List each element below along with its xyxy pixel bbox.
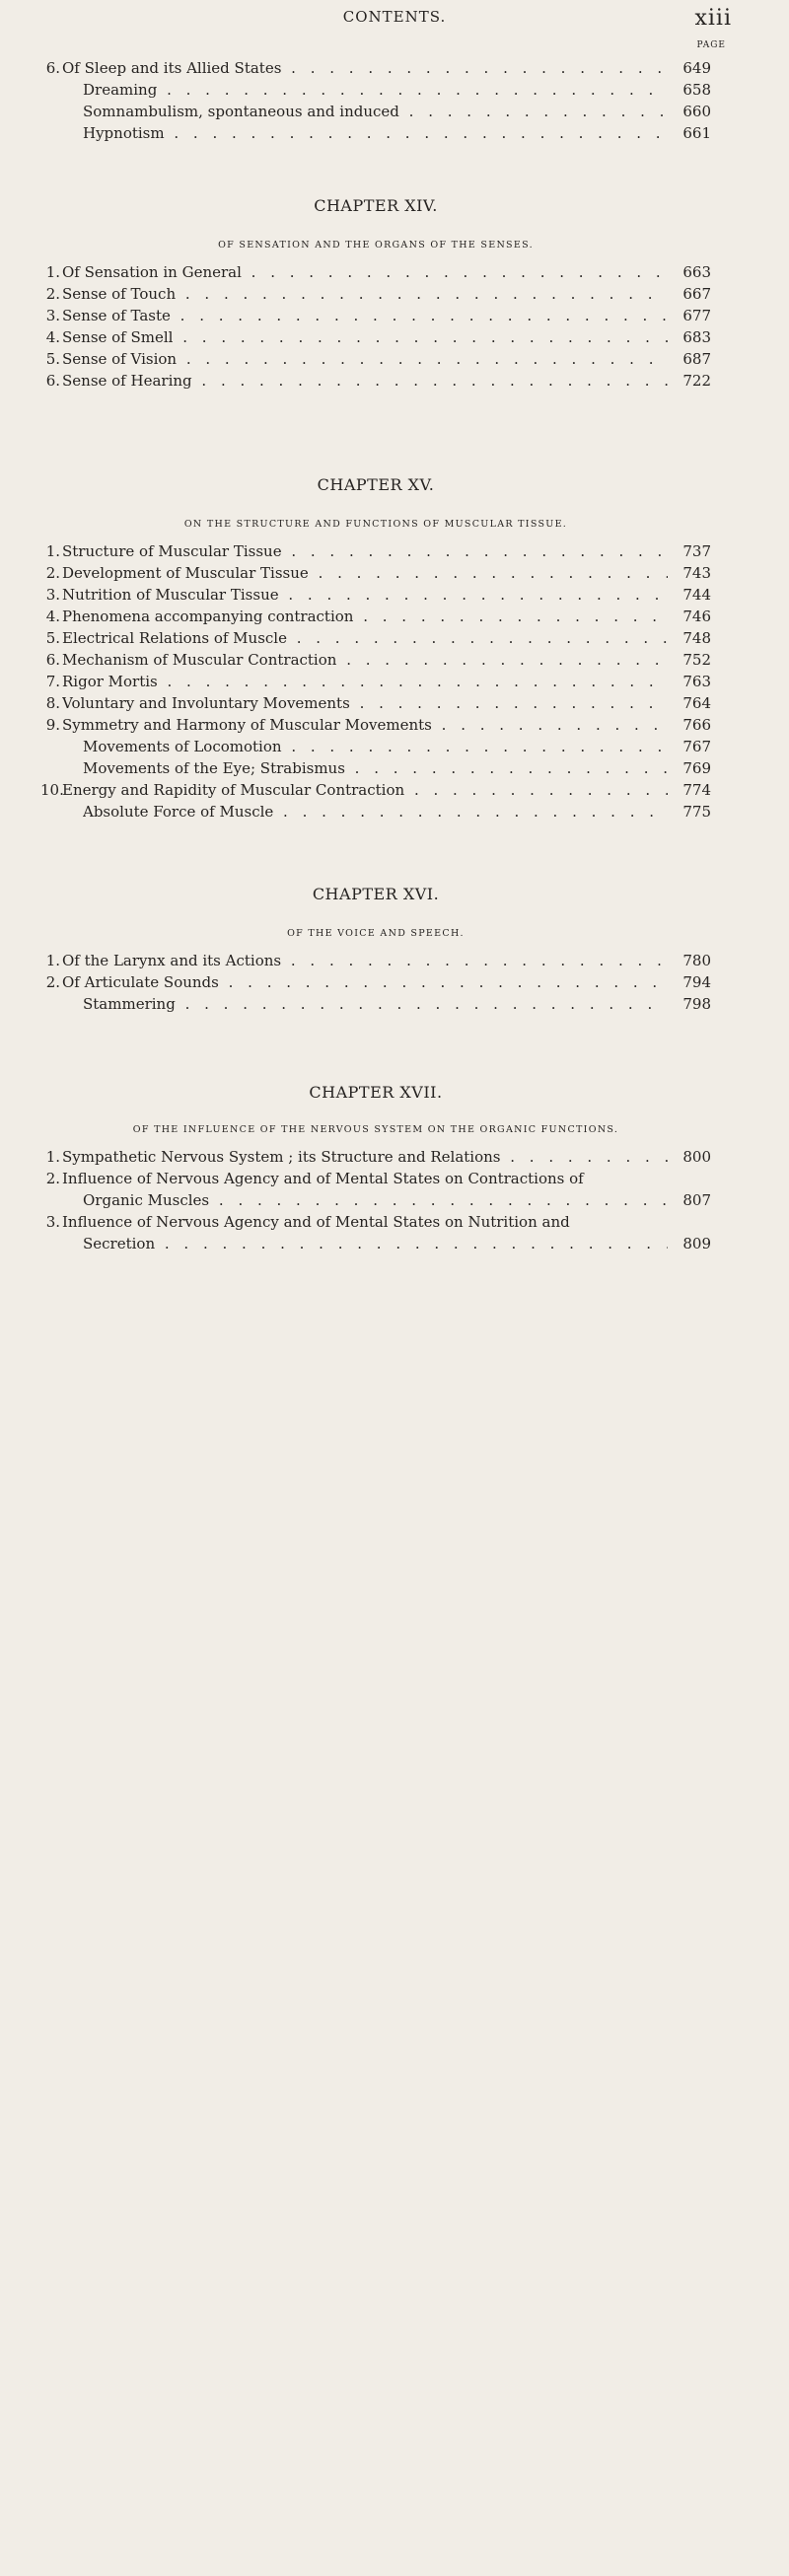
toc-entry: 1. Of Sensation in General . . . 663 <box>40 261 711 283</box>
chapter-heading: CHAPTER XIV. <box>314 196 438 215</box>
toc-entry: 2. Of Articulate Sounds . . . 794 <box>40 971 711 993</box>
toc-entry: 4. Sense of Smell . . . 683 <box>40 326 711 348</box>
chapter-heading: CHAPTER XVII. <box>309 1083 443 1102</box>
running-title: CONTENTS. <box>342 8 447 26</box>
toc-entry: 7. Rigor Mortis . . . 763 <box>40 671 711 692</box>
section-chapter-xiv <box>40 195 711 392</box>
toc-entry: 6. Of Sleep and its Allied States . . . 649 <box>40 57 711 79</box>
chapter-subtitle: ON THE STRUCTURE AND FUNCTIONS OF MUSCULAR TISSUE. <box>183 519 568 530</box>
toc-entry: Movements of Locomotion . . . 767 <box>40 736 711 757</box>
toc-entry: Stammering . . . 798 <box>40 993 711 1015</box>
chapter-subtitle: OF THE VOICE AND SPEECH. <box>287 928 465 939</box>
toc-entry: 1. Of the Larynx and its Actions . . . 780 <box>40 950 711 971</box>
toc-entry: 8. Voluntary and Involuntary Movements . . . 764 <box>40 692 711 714</box>
page-column-label: PAGE <box>696 40 726 50</box>
section-chapter-xvii <box>40 1082 711 1254</box>
toc-entry: Absolute Force of Muscle . . . 775 <box>40 801 711 823</box>
toc-entry: Dreaming . . . 658 <box>40 79 711 101</box>
toc-entry-continuation: Secretion . . . 809 <box>40 1233 711 1254</box>
section-chapter-xvi <box>40 884 711 1015</box>
toc-entry: 1. Structure of Muscular Tissue . . . 737 <box>40 540 711 562</box>
toc-entry: 6. Sense of Hearing . . . 722 <box>40 370 711 392</box>
toc-entry: 3. Influence of Nervous Agency and of Mental States on Nutrition and <box>45 1213 570 1231</box>
chapter-heading: CHAPTER XV. <box>317 475 435 494</box>
toc-entry: 3. Nutrition of Muscular Tissue . . . 744 <box>40 584 711 606</box>
toc-entry-continuation: Organic Muscles . . . 807 <box>40 1189 711 1211</box>
toc-entry: 6. Mechanism of Muscular Contraction . . . 752 <box>40 649 711 671</box>
toc-entry: Somnambulism, spontaneous and induced . . . 660 <box>40 101 711 122</box>
section-chapter-xv <box>40 474 711 823</box>
chapter-subtitle: OF THE INFLUENCE OF THE NERVOUS SYSTEM ON THE ORGANIC FUNCTIONS. <box>132 1124 619 1135</box>
chapter-heading: CHAPTER XVI. <box>312 885 440 903</box>
toc-entry: 5. Sense of Vision . . . 687 <box>40 348 711 370</box>
toc-entry: 2. Influence of Nervous Agency and of Mental States on Contractions of <box>45 1170 584 1187</box>
toc-entry: 2. Development of Muscular Tissue . . . 743 <box>40 562 711 584</box>
toc-entry: Hypnotism . . . 661 <box>40 122 711 144</box>
toc-entry: 10. Energy and Rapidity of Muscular Contraction . . . 774 <box>40 779 711 801</box>
running-header <box>0 8 789 32</box>
toc-entry: 4. Phenomena accompanying contraction . . . 746 <box>40 606 711 627</box>
page-number: xiii <box>694 6 732 31</box>
toc-entry: 9. Symmetry and Harmony of Muscular Movements . . . 766 <box>40 714 711 736</box>
section-chapter-xiii-continued <box>40 57 711 144</box>
toc-entry: 1. Sympathetic Nervous System ; its Structure and Relations . . . 800 <box>40 1146 711 1168</box>
toc-entry: 3. Sense of Taste . . . 677 <box>40 305 711 326</box>
toc-entry: Movements of the Eye; Strabismus . . . 769 <box>40 757 711 779</box>
chapter-subtitle: OF SENSATION AND THE ORGANS OF THE SENSES. <box>218 240 534 250</box>
toc-entry: 2. Sense of Touch . . . 667 <box>40 283 711 305</box>
toc-entry: 5. Electrical Relations of Muscle . . . 748 <box>40 627 711 649</box>
